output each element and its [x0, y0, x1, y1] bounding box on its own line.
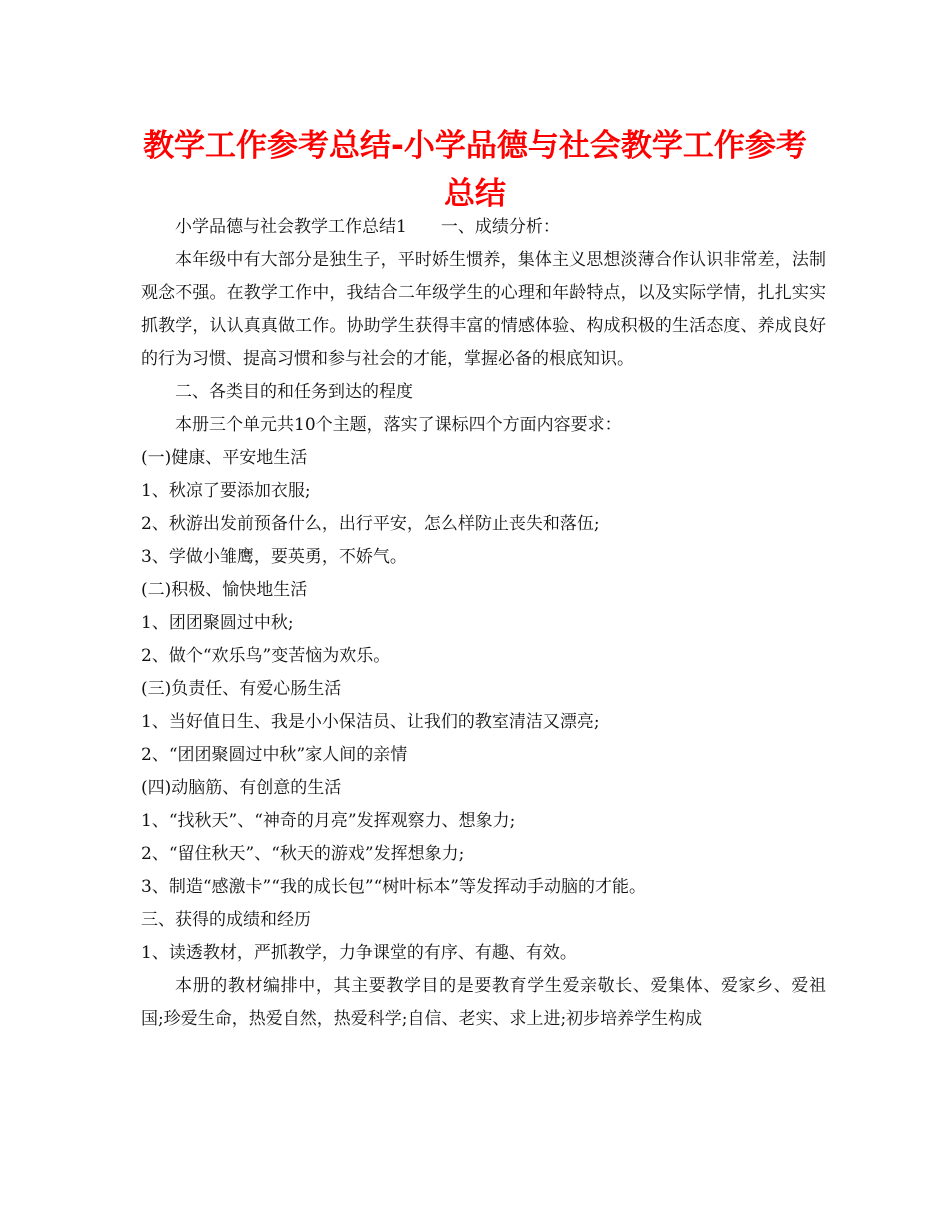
list-item: 1、读透教材，严抓教学，力争课堂的有序、有趣、有效。 [141, 943, 577, 963]
list-item: 2、“留住秋天”、“秋天的游戏”发挥想象力; [141, 844, 465, 864]
list-item: 1、团团聚圆过中秋; [141, 613, 294, 633]
subsection-heading: (一)健康、平安地生活 [141, 448, 308, 468]
list-item: 1、当好值日生、我是小小保洁员、让我们的教室清洁又漂亮; [141, 712, 600, 732]
paragraph: 本册的教材编排中，其主要教学目的是要教育学生爱亲敬长、爱集体、爱家乡、爱祖国;珍爱生命，热爱自然，热爱科学;自信、老实、求上进;初步培养学生构成 [141, 976, 826, 1029]
list-item: 1、秋凉了要添加衣服; [141, 481, 311, 501]
paragraph-intro: 本年级中有大部分是独生子，平时娇生惯养，集体主义思想淡薄合作认识非常差，法制观念不强。在教学工作中，我结合二年级学生的心理和年龄特点，以及实际学情，扎扎实实抓教学，认认真真做工作。协助学生获得丰富的情感体验、构成积极的生活态度、养成良好的行为习惯、提高习惯和参与社会的才能，掌握必备的根底知识。 [141, 250, 826, 369]
paragraph: 本册三个单元共10个主题，落实了课标四个方面内容要求： [175, 415, 622, 435]
document-body [141, 211, 826, 1036]
document-title: 教学工作参考总结-小学品德与社会教学工作参考总结 [143, 128, 807, 212]
subsection-heading: (四)动脑筋、有创意的生活 [141, 778, 342, 798]
section-heading: 二、各类目的和任务到达的程度 [175, 382, 413, 402]
list-item: 1、“找秋天”、“神奇的月亮”发挥观察力、想象力; [141, 811, 516, 831]
section-heading: 三、获得的成绩和经历 [141, 910, 311, 930]
subsection-heading: (三)负责任、有爱心肠生活 [141, 679, 342, 699]
list-item: 3、制造“感激卡”“我的成长包”“树叶标本”等发挥动手动脑的才能。 [141, 877, 646, 897]
list-item: 2、秋游出发前预备什么，出行平安，怎么样防止丧失和落伍; [141, 514, 600, 534]
first-line [141, 211, 826, 244]
list-item: 2、做个“欢乐鸟”变苦恼为欢乐。 [141, 646, 391, 666]
document-subheading: 小学品德与社会教学工作总结1 [175, 217, 407, 237]
subsection-heading: (二)积极、愉快地生活 [141, 580, 308, 600]
list-item: 3、学做小雏鹰，要英勇，不娇气。 [141, 547, 407, 567]
section-heading: 一、成绩分析： [440, 217, 560, 237]
list-item: 2、“团团聚圆过中秋”家人间的亲情 [141, 745, 408, 765]
